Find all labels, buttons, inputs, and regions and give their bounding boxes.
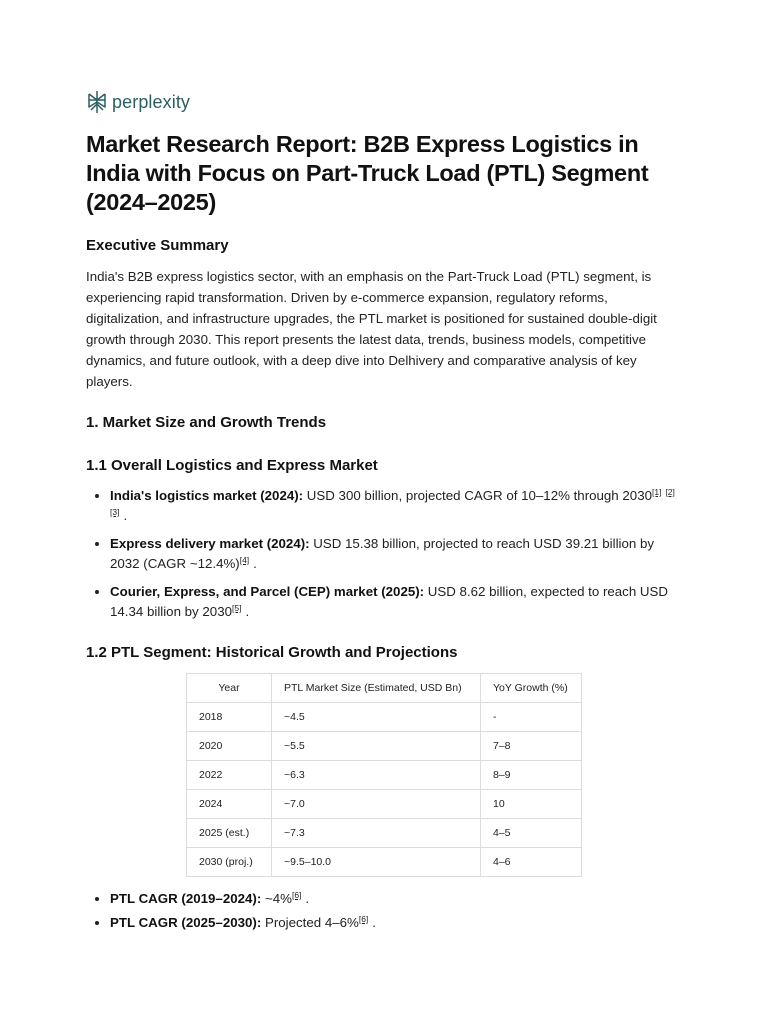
report-title: Market Research Report: B2B Express Logistics in India with Focus on Part-Truck Load (PTL) Segment (2024–2025) xyxy=(86,131,649,215)
list-item: • PTL CAGR (2019–2024): ~4%[6] . xyxy=(110,889,682,909)
table-cell: ~7.0 xyxy=(272,790,481,819)
table-cell: 2025 (est.) xyxy=(187,819,272,848)
table-cell: - xyxy=(481,703,582,732)
table-cell: ~6.3 xyxy=(272,761,481,790)
table-row xyxy=(187,703,582,732)
table-cell: 10 xyxy=(481,790,582,819)
table-cell: 2022 xyxy=(187,761,272,790)
citation-link[interactable]: [3] xyxy=(110,507,120,517)
column-header: Year xyxy=(187,674,272,703)
table-row xyxy=(187,819,582,848)
bullet-bold: India's logistics market (2024): xyxy=(110,488,304,503)
list-item: • India's logistics market (2024): USD 300 billion, projected CAGR of 10–12% through 2030[1] [2][3] . xyxy=(110,486,682,526)
executive-summary-text: India's B2B express logistics sector, with an emphasis on the Part-Truck Load (PTL) segment, is experiencing rapid transformation. Driven by e-commerce expansion, regulatory reforms, digitalization, and infrastructure upgrades, the PTL market is positioned for sustained double-digit growth through 2030. This report presents the latest data, trends, business models, competitive dynamics, and future outlook, with a deep dive into Delhivery and comparative analysis of key players. xyxy=(86,269,657,389)
section-1-heading: 1. Market Size and Growth Trends xyxy=(86,414,327,431)
table-cell: 2018 xyxy=(187,703,272,732)
table-cell: 4–5 xyxy=(481,819,582,848)
citation-link[interactable]: [4] xyxy=(239,555,250,565)
table-cell: 4–6 xyxy=(481,848,582,877)
section-1-1-heading: 1.1 Overall Logistics and Express Market xyxy=(86,457,378,474)
table-row xyxy=(187,732,582,761)
table-row xyxy=(187,761,582,790)
list-item: • PTL CAGR (2025–2030): Projected 4–6%[6] . xyxy=(110,913,682,933)
bullet-bold: Express delivery market (2024): xyxy=(110,536,310,551)
bullet-text: USD 8.62 billion, expected to reach USD 14.34 billion by 2030 xyxy=(110,584,668,619)
table-cell: 8–9 xyxy=(481,761,582,790)
table-row xyxy=(187,848,582,877)
table-cell: 2020 xyxy=(187,732,272,761)
bullet-bold: Courier, Express, and Parcel (CEP) market (2025): xyxy=(110,584,425,599)
table-cell: 7–8 xyxy=(481,732,582,761)
section-1-2-list xyxy=(86,889,682,933)
bullet-bold: PTL CAGR (2025–2030): xyxy=(110,915,262,930)
bullet-text: USD 15.38 billion, projected to reach USD 39.21 billion by 2032 (CAGR ~12.4%) xyxy=(110,536,655,571)
section-1-2-heading: 1.2 PTL Segment: Historical Growth and Projections xyxy=(86,644,458,661)
column-header: PTL Market Size (Estimated, USD Bn) xyxy=(272,674,481,703)
bullet-text: USD 300 billion, projected CAGR of 10–12% through 2030 xyxy=(303,488,652,503)
citation-link[interactable]: [5] xyxy=(231,603,242,613)
table-row xyxy=(187,790,582,819)
table-cell: ~9.5–10.0 xyxy=(272,848,481,877)
table-header-row xyxy=(187,674,582,703)
column-header: YoY Growth (%) xyxy=(481,674,582,703)
bullet-text: ~4% xyxy=(261,891,292,906)
list-item: • Express delivery market (2024): USD 15.38 billion, projected to reach USD 39.21 billion by 2032 (CAGR ~12.4%)[4] . xyxy=(110,534,682,574)
ptl-growth-table xyxy=(186,673,582,877)
citation-link[interactable]: [1] xyxy=(651,487,662,497)
perplexity-logo xyxy=(86,90,682,114)
bullet-bold: PTL CAGR (2019–2024): xyxy=(110,891,262,906)
bullet-text: Projected 4–6% xyxy=(261,915,359,930)
list-item: • Courier, Express, and Parcel (CEP) market (2025): USD 8.62 billion, expected to reach USD 14.34 billion by 2030[5] . xyxy=(110,582,682,622)
table-cell: ~5.5 xyxy=(272,732,481,761)
section-1-1-list xyxy=(86,486,682,622)
logo-text: perplexity xyxy=(112,91,191,112)
citation-link[interactable]: [6] xyxy=(291,890,302,900)
perplexity-logo-icon xyxy=(86,90,108,114)
table-cell: ~4.5 xyxy=(272,703,481,732)
table-cell: 2030 (proj.) xyxy=(187,848,272,877)
executive-summary-heading: Executive Summary xyxy=(86,237,229,254)
citation-link[interactable]: [6] xyxy=(358,914,369,924)
table-cell: ~7.3 xyxy=(272,819,481,848)
citation-link[interactable]: [2] xyxy=(665,487,675,497)
table-cell: 2024 xyxy=(187,790,272,819)
